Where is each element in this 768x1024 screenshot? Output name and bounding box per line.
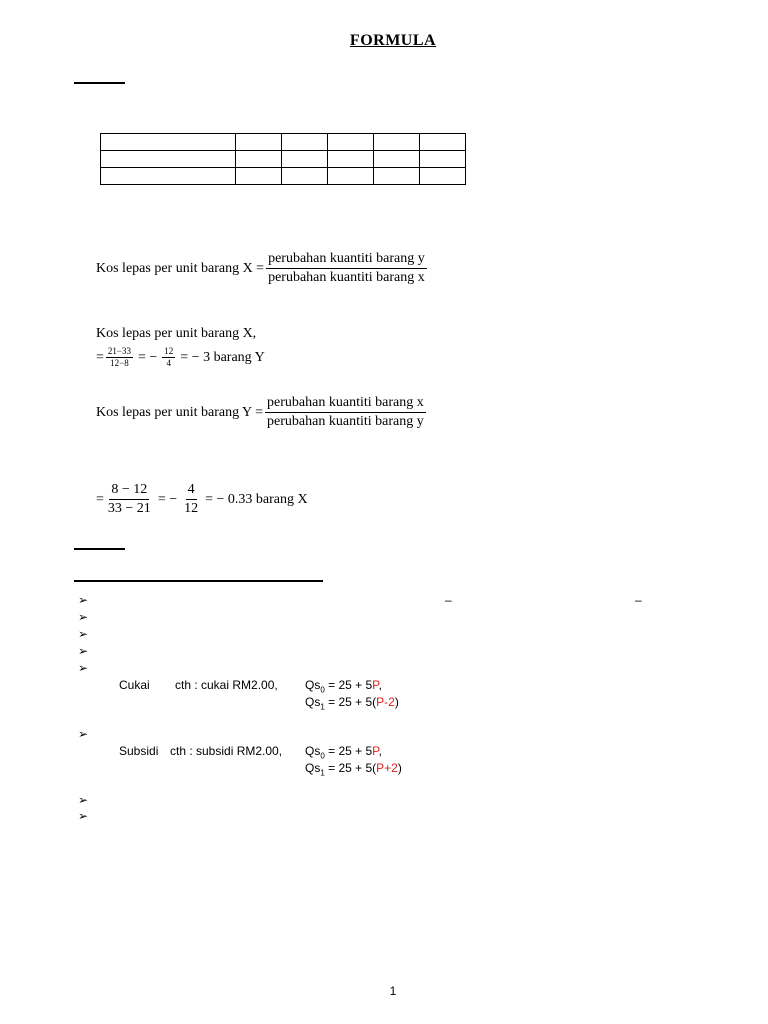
qs-highlight: P bbox=[372, 678, 379, 692]
formula-lhs: Kos lepas per unit barang X = bbox=[96, 260, 265, 276]
calc-denominator: 33 − 21 bbox=[107, 501, 151, 516]
formula-lhs: Kos lepas per unit barang Y = bbox=[96, 404, 264, 420]
calc-numerator: 4 bbox=[186, 481, 197, 500]
equals-minus: = − bbox=[157, 491, 178, 507]
dash-1: – bbox=[445, 593, 452, 607]
qs-subscript: 0 bbox=[320, 685, 325, 695]
calc-x-line bbox=[96, 346, 265, 369]
calc-fraction-1 bbox=[106, 481, 153, 518]
calc-denominator: 12−8 bbox=[110, 358, 129, 368]
table-row bbox=[101, 151, 466, 168]
empty-table bbox=[100, 133, 466, 185]
qs-expression: = 25 + 5 bbox=[324, 678, 373, 692]
qs-highlight: P bbox=[372, 744, 379, 758]
bullet-icon: ➢ bbox=[78, 593, 89, 607]
qs-end: ) bbox=[394, 695, 399, 709]
calc-fraction-2 bbox=[162, 346, 175, 369]
bullet-icon: ➢ bbox=[78, 727, 89, 741]
qs-expression: = 25 + 5( bbox=[324, 761, 377, 775]
section-rule-3 bbox=[74, 580, 323, 582]
formula-fraction bbox=[266, 250, 427, 287]
calc-numerator: 8 − 12 bbox=[109, 481, 149, 500]
calc-numerator: 12 bbox=[164, 346, 174, 356]
qs-label: Qs bbox=[305, 678, 321, 692]
qs-label: Qs bbox=[305, 761, 321, 775]
dash-2: – bbox=[635, 593, 642, 607]
calc-fraction-2 bbox=[182, 481, 200, 518]
qs-highlight: P+2 bbox=[376, 761, 398, 775]
bullet-icon: ➢ bbox=[78, 627, 89, 641]
bullet-icon: ➢ bbox=[78, 661, 89, 675]
formula-fraction bbox=[265, 394, 426, 431]
cukai-label: Cukai bbox=[119, 678, 150, 692]
equals-sign: = bbox=[96, 491, 104, 507]
calc-y-line bbox=[96, 481, 308, 518]
qs-expression: = 25 + 5 bbox=[324, 744, 373, 758]
qs-subscript: 0 bbox=[320, 751, 325, 761]
calc-denominator: 12 bbox=[184, 501, 199, 516]
table-row bbox=[101, 134, 466, 151]
qs-highlight: P-2 bbox=[376, 695, 395, 709]
subsidi-qs1 bbox=[305, 761, 402, 777]
qs-subscript: 1 bbox=[320, 768, 325, 778]
bullet-icon: ➢ bbox=[78, 610, 89, 624]
section-rule-1 bbox=[74, 82, 125, 84]
calc-fraction-1 bbox=[106, 346, 133, 369]
equals-minus: = − bbox=[137, 349, 158, 365]
formula-denominator: perubahan kuantiti barang x bbox=[268, 270, 425, 285]
qs-expression: = 25 + 5( bbox=[324, 695, 377, 709]
formula-numerator: perubahan kuantiti barang y bbox=[266, 250, 427, 269]
cukai-qs0 bbox=[305, 678, 382, 694]
subsidi-label: Subsidi bbox=[119, 744, 159, 758]
formula-opportunity-cost-x bbox=[96, 250, 429, 287]
section-rule-2 bbox=[74, 548, 125, 550]
formula-opportunity-cost-y bbox=[96, 394, 428, 431]
formula-numerator: perubahan kuantiti barang x bbox=[265, 394, 426, 413]
calc-denominator: 4 bbox=[166, 358, 172, 368]
page-title: FORMULA bbox=[349, 32, 437, 49]
qs-end: , bbox=[378, 744, 382, 758]
calc-result: = − 0.33 barang X bbox=[205, 491, 308, 507]
qs-end: , bbox=[378, 678, 382, 692]
bullet-icon: ➢ bbox=[78, 793, 89, 807]
equals-sign: = bbox=[96, 349, 104, 365]
qs-label: Qs bbox=[305, 744, 321, 758]
subsidi-example: cth : subsidi RM2.00, bbox=[170, 744, 283, 758]
page-number: 1 bbox=[389, 984, 397, 998]
qs-end: ) bbox=[397, 761, 402, 775]
formula-denominator: perubahan kuantiti barang y bbox=[267, 414, 424, 429]
cukai-example: cth : cukai RM2.00, bbox=[175, 678, 278, 692]
calc-label-x: Kos lepas per unit barang X, bbox=[96, 326, 257, 341]
table-row bbox=[101, 168, 466, 185]
calc-result: = − 3 barang Y bbox=[180, 349, 265, 365]
calc-numerator: 21−33 bbox=[107, 346, 131, 356]
bullet-icon: ➢ bbox=[78, 644, 89, 658]
bullet-icon: ➢ bbox=[78, 809, 89, 823]
qs-label: Qs bbox=[305, 695, 321, 709]
cukai-qs1 bbox=[305, 695, 399, 711]
subsidi-qs0 bbox=[305, 744, 382, 760]
qs-subscript: 1 bbox=[320, 702, 325, 712]
